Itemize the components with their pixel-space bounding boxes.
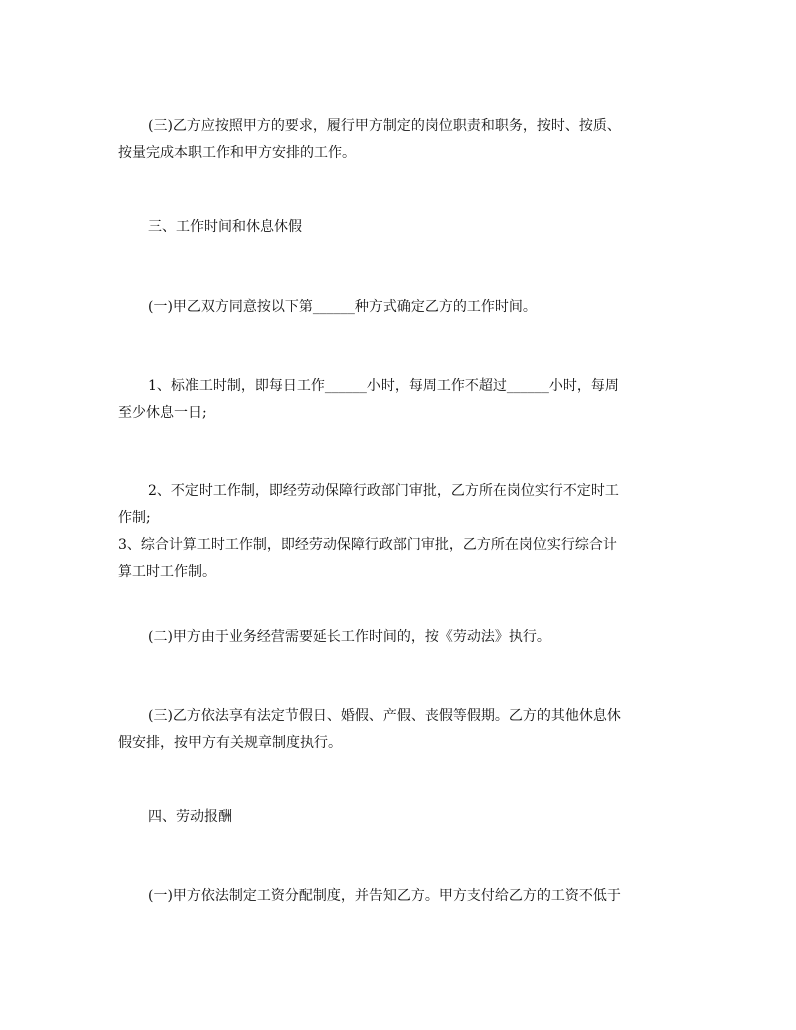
text-line: (三)乙方依法享有法定节假日、婚假、产假、丧假等假期。乙方的其他休息休: [148, 708, 621, 724]
text-line: (二)甲方由于业务经营需要延长工作时间的，按《劳动法》执行。: [148, 629, 551, 645]
paragraph-wage-system: [118, 883, 688, 910]
section-heading-work-hours: [118, 214, 688, 241]
paragraph-flexible-hours: [118, 478, 688, 586]
text-line: 假安排，按甲方有关规章制度执行。: [118, 735, 342, 751]
text-line: 2、不定时工作制，即经劳动保障行政部门审批，乙方所在岗位实行不定时工: [148, 483, 619, 499]
paragraph-standard-hours: [118, 373, 688, 427]
heading-text: 三、工作时间和休息休假: [148, 219, 302, 235]
text-line: (一)甲方依法制定工资分配制度，并告知乙方。甲方支付给乙方的工资不低于: [148, 888, 621, 904]
text-line: 至少休息一日;: [118, 405, 207, 421]
paragraph-holidays: [118, 703, 688, 757]
text-line: 算工时工作制。: [118, 564, 216, 580]
text-line: (三)乙方应按照甲方的要求，履行甲方制定的岗位职责和职务，按时、按质、: [148, 118, 621, 134]
text-line: (一)甲乙双方同意按以下第______种方式确定乙方的工作时间。: [148, 299, 537, 315]
heading-text: 四、劳动报酬: [148, 809, 232, 825]
text-line: 3、综合计算工时工作制，即经劳动保障行政部门审批，乙方所在岗位实行综合计: [118, 537, 617, 553]
section-heading-labor-remuneration: [118, 804, 688, 831]
text-line: 1、标准工时制，即每日工作______小时，每周工作不超过______小时，每周: [148, 378, 619, 394]
paragraph-overtime: [118, 624, 688, 651]
text-line: 按量完成本职工作和甲方安排的工作。: [118, 145, 356, 161]
paragraph-duty-completion: [118, 113, 688, 167]
text-line: 作制;: [118, 510, 151, 526]
paragraph-work-time-method: [118, 294, 688, 321]
